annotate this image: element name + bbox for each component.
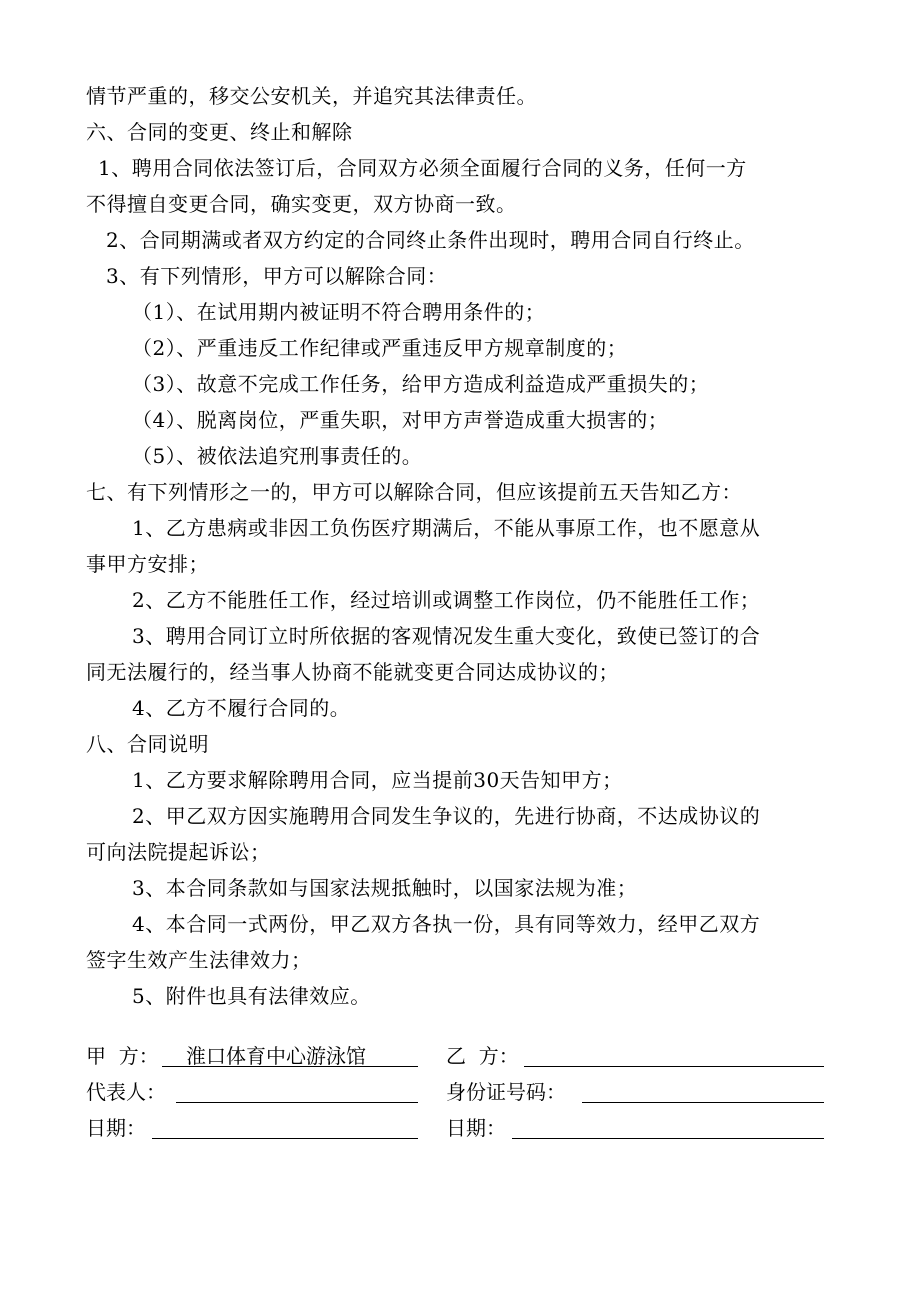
date-b-field[interactable] (512, 1138, 824, 1139)
text-line: 2、甲乙双方因实施聘用合同发生争议的，先进行协商，不达成协议的 (132, 804, 761, 828)
id-number-label: 身份证号码： (446, 1080, 566, 1104)
text-line: 4、本合同一式两份，甲乙双方各执一份，具有同等效力，经甲乙双方 (132, 912, 761, 936)
date-a-field[interactable] (152, 1138, 418, 1139)
text-line: 1、聘用合同依法签订后，合同双方必须全面履行合同的义务，任何一方 (98, 156, 747, 180)
party-b-field[interactable] (524, 1066, 824, 1067)
party-a-value: 淮口体育中心游泳馆 (186, 1044, 366, 1068)
text-line: 4、乙方不履行合同的。 (132, 696, 351, 720)
text-line: 1、乙方要求解除聘用合同，应当提前30天告知甲方； (132, 768, 623, 792)
id-number-field[interactable] (582, 1102, 824, 1103)
text-line: 同无法履行的，经当事人协商不能就变更合同达成协议的； (86, 660, 619, 684)
text-line: 情节严重的，移交公安机关，并追究其法律责任。 (86, 84, 537, 108)
list-item: （1）、在试用期内被证明不符合聘用条件的； (132, 300, 546, 324)
representative-label: 代表人： (86, 1080, 166, 1104)
party-a-field[interactable] (162, 1066, 418, 1067)
text-line: 2、合同期满或者双方约定的合同终止条件出现时，聘用合同自行终止。 (106, 228, 755, 252)
text-line: 签字生效产生法律效力； (86, 948, 312, 972)
text-line: 5、附件也具有法律效应。 (132, 984, 371, 1008)
party-a-label: 甲 方： (86, 1044, 159, 1068)
list-item: （5）、被依法追究刑事责任的。 (132, 444, 423, 468)
party-b-label: 乙 方： (446, 1044, 519, 1068)
date-b-label: 日期： (446, 1116, 506, 1140)
list-item: （2）、严重违反工作纪律或严重违反甲方规章制度的； (132, 336, 628, 360)
text-line: 2、乙方不能胜任工作，经过培训或调整工作岗位，仍不能胜任工作； (132, 588, 761, 612)
section-heading: 七、有下列情形之一的，甲方可以解除合同，但应该提前五天告知乙方： (86, 480, 742, 504)
text-line: 不得擅自变更合同，确实变更，双方协商一致。 (86, 192, 517, 216)
list-item: （4）、脱离岗位，严重失职，对甲方声誉造成重大损害的； (132, 408, 669, 432)
section-heading: 六、合同的变更、终止和解除 (86, 120, 353, 144)
list-item: （3）、故意不完成工作任务，给甲方造成利益造成严重损失的； (132, 372, 710, 396)
text-line: 可向法院提起诉讼； (86, 840, 271, 864)
section-heading: 八、合同说明 (86, 732, 209, 756)
text-line: 3、有下列情形，甲方可以解除合同： (106, 264, 448, 288)
text-line: 事甲方安排； (86, 552, 209, 576)
text-line: 3、聘用合同订立时所依据的客观情况发生重大变化，致使已签订的合 (132, 624, 761, 648)
text-line: 1、乙方患病或非因工负伤医疗期满后，不能从事原工作，也不愿意从 (132, 516, 761, 540)
text-line: 3、本合同条款如与国家法规抵触时，以国家法规为准； (132, 876, 638, 900)
date-a-label: 日期： (86, 1116, 146, 1140)
representative-field[interactable] (176, 1102, 418, 1103)
